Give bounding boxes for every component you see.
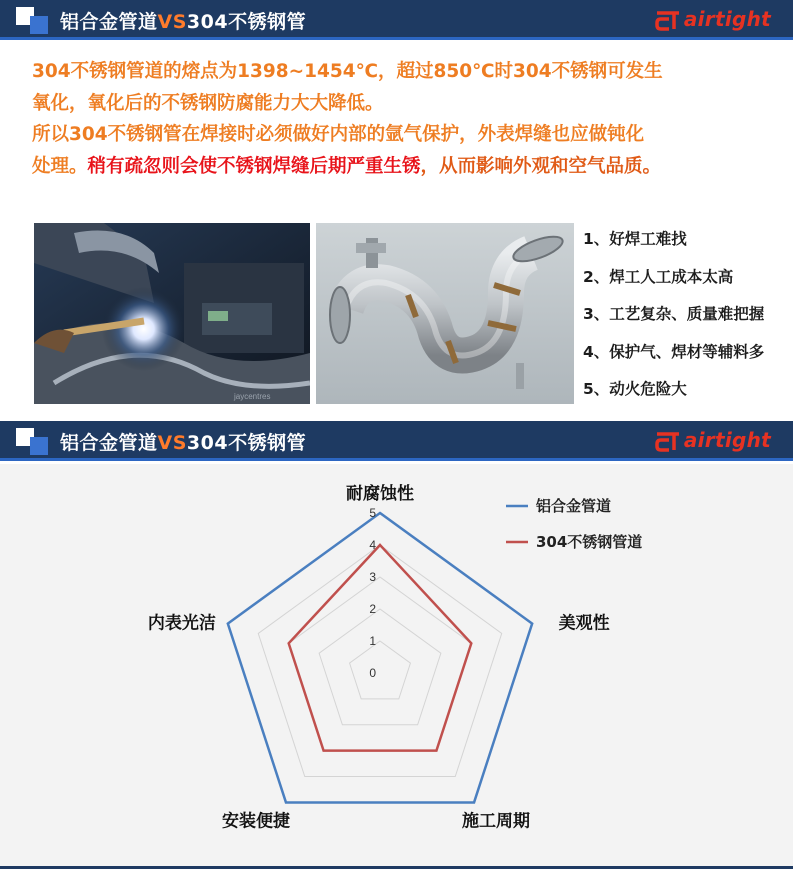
- series-line-0: [228, 513, 532, 802]
- intro-line-4-start: 处理。: [32, 155, 88, 177]
- intro-text: [32, 56, 782, 182]
- title-part-vs: VS: [157, 11, 187, 33]
- tick-label: 3: [369, 570, 376, 584]
- title-part-aluminum: 铝合金管道: [60, 432, 158, 454]
- radar-chart-panel: [0, 464, 793, 869]
- weld-watermark: jaycentres: [234, 392, 271, 401]
- banner-title: [60, 7, 306, 34]
- tick-label: 2: [369, 602, 376, 616]
- intro-line-3: 所以304不锈钢管在焊接时必须做好内部的氩气保护，外表焊缝也应做钝化: [32, 124, 645, 145]
- tick-label: 5: [369, 506, 376, 520]
- airtight-mark-icon: [655, 428, 681, 452]
- airtight-logo: [655, 5, 771, 33]
- title-part-vs: VS: [157, 432, 187, 454]
- logo-square-front: [30, 16, 48, 34]
- axis-label: 安装便捷: [221, 811, 290, 832]
- welding-problems-list: [583, 224, 764, 412]
- legend-label: 304不锈钢管道: [536, 533, 643, 551]
- logo-square-front: [30, 437, 48, 455]
- series-line-1: [289, 545, 472, 751]
- comparison-banner-title: [60, 428, 306, 455]
- list-item: 4、保护气、焊材等辅料多: [583, 342, 765, 361]
- grid-ring-1: [350, 641, 411, 699]
- welding-photo: [34, 223, 310, 404]
- comparison-banner: [0, 421, 793, 461]
- axis-label: 内表光洁: [147, 613, 216, 634]
- axis-label: 施工周期: [462, 811, 531, 832]
- intro-line-4-end: ，从而影响外观和空气品质。: [420, 155, 662, 177]
- tick-label: 0: [369, 666, 376, 680]
- intro-warning-highlight: 稍有疏忽则会使不锈钢焊缝后期严重生锈: [87, 155, 421, 177]
- intro-line-1: 304不锈钢管道的熔点为1398~1454℃，超过850℃时304不锈钢可发生: [32, 61, 663, 82]
- stainless-pipe-photo: [316, 223, 574, 404]
- logo-wordmark: airtight: [683, 428, 771, 452]
- list-item: 5、动火危险大: [583, 380, 687, 398]
- tick-label: 1: [369, 634, 376, 648]
- intro-line-2: 氧化，氧化后的不锈钢防腐能力大大降低。: [32, 92, 384, 114]
- grid-ring-2: [319, 609, 441, 725]
- axis-label: 耐腐蚀性: [346, 484, 414, 504]
- list-item: 3、工艺复杂、质量难把握: [583, 305, 765, 323]
- intro-line-4: [32, 151, 782, 183]
- axis-label: 美观性: [558, 613, 610, 634]
- airtight-mark-icon: [655, 7, 681, 31]
- airtight-logo: [655, 426, 771, 454]
- title-part-aluminum: 铝合金管道: [60, 11, 158, 33]
- logo-wordmark: airtight: [683, 7, 771, 31]
- title-part-steel: 304不锈钢管: [186, 432, 307, 454]
- list-item: 2、焊工人工成本太高: [583, 267, 734, 286]
- header-banner: [0, 0, 793, 40]
- title-part-steel: 304不锈钢管: [186, 11, 307, 33]
- tick-label: 4: [369, 538, 376, 552]
- legend-label: 铝合金管道: [536, 497, 612, 515]
- list-item: 1、好焊工难找: [583, 230, 687, 248]
- radar-chart: [0, 464, 793, 866]
